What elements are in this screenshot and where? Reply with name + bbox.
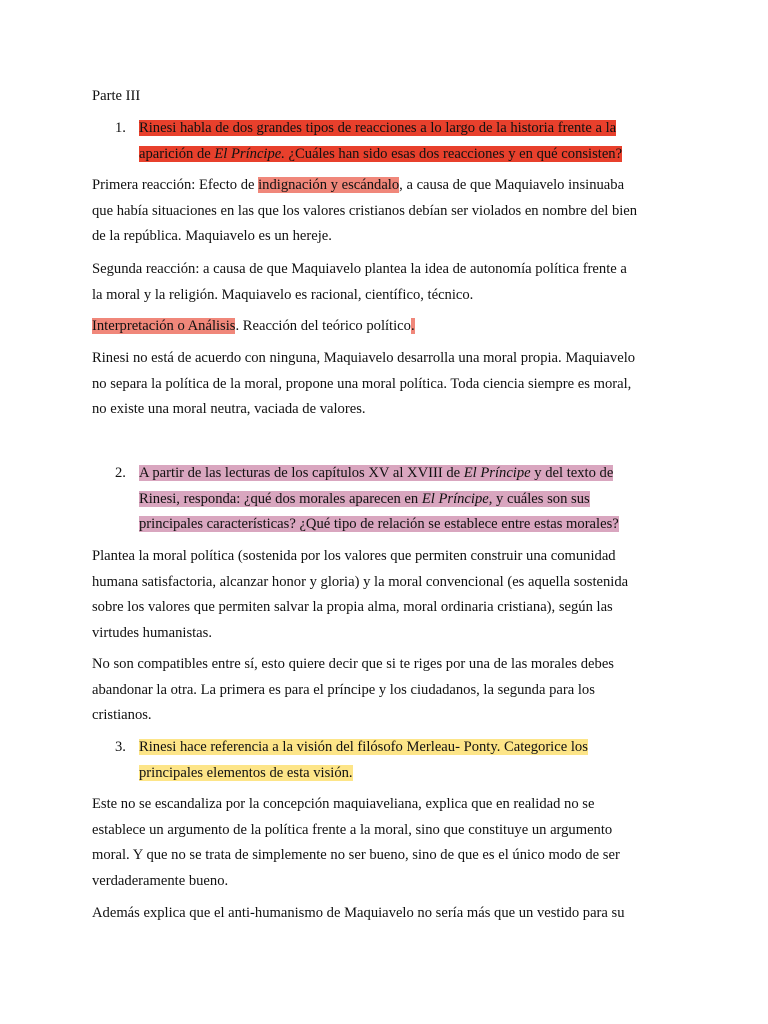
book-title: El Príncipe, bbox=[421, 490, 493, 507]
book-title: El Príncipe bbox=[463, 465, 531, 481]
answer-paragraph: Plantea la moral política (sostenida por los valores que permiten construir una comunidad humana satisfactoria, alcanzar honor y gloria) y la moral convencional (es aquella sostenida sobre los valores que permiten salvar la propia alma, moral ordinaria cristiana), según las virtudes humanistas. bbox=[92, 548, 629, 641]
answer-paragraph: Primera reacción: Efecto de indignación y escándalo, a causa de que Maquiavelo insinuaba que había situaciones en las que los valores cristianos debían ser violados en nombre del bien de la república. Maquiavelo es un hereje. bbox=[92, 177, 638, 244]
question-line: Rinesi habla de dos grandes tipos de reacciones a lo largo de la historia frente a la bbox=[139, 120, 617, 136]
book-title: El Príncipe. bbox=[214, 145, 285, 162]
question-line: principales características? ¿Qué tipo de relación se establece entre estas morales? bbox=[139, 516, 619, 532]
answer-paragraph: Además explica que el anti-humanismo de Maquiavelo no sería más que un vestido para su bbox=[92, 905, 625, 921]
highlighted-phrase: indignación y escándalo bbox=[258, 177, 400, 193]
question-line: aparición de El Príncipe. ¿Cuáles han sido esas dos reacciones y en qué consisten? bbox=[139, 145, 623, 162]
question-number: 1. bbox=[115, 120, 126, 136]
question-line: Rinesi hace referencia a la visión del filósofo Merleau- Ponty. Categorice los bbox=[139, 739, 588, 755]
question-number: 2. bbox=[115, 465, 126, 481]
answer-paragraph: Este no se escandaliza por la concepción maquiaveliana, explica que en realidad no se establece un argumento de la política frente a la moral, sino que constituye un argumento moral. Y que no se trata de simplemente no ser bueno, sino de que es el único modo de ser verdaderamente bueno. bbox=[92, 796, 620, 889]
question-number: 3. bbox=[115, 739, 126, 755]
part-title: Parte III bbox=[92, 88, 141, 104]
section-heading bbox=[92, 84, 677, 110]
answer-paragraph: Interpretación o Análisis. Reacción del teórico político. bbox=[92, 318, 415, 334]
question-line: Rinesi, responda: ¿qué dos morales aparecen en El Príncipe, y cuáles son sus bbox=[139, 490, 590, 507]
question-text bbox=[139, 461, 619, 538]
answer-paragraph: Rinesi no está de acuerdo con ninguna, Maquiavelo desarrolla una moral propia. Maquiavelo no separa la política de la moral, propone una moral política. Toda ciencia siempre es moral, no existe una moral neutra, vaciada de valores. bbox=[92, 350, 636, 417]
answer-paragraph: No son compatibles entre sí, esto quiere decir que si te riges por una de las morales debes abandonar la otra. La primera es para el príncipe y los ciudadanos, la segunda para los cristianos. bbox=[92, 656, 614, 723]
question-text bbox=[139, 116, 622, 167]
highlighted-phrase: Interpretación o Análisis bbox=[92, 318, 236, 334]
question-line: principales elementos de esta visión. bbox=[139, 764, 353, 781]
question-text bbox=[139, 735, 588, 786]
answer-paragraph: Segunda reacción: a causa de que Maquiavelo plantea la idea de autonomía política frente a la moral y la religión. Maquiavelo es racional, científico, técnico. bbox=[92, 261, 627, 303]
question-line: A partir de las lecturas de los capítulos XV al XVIII de El Príncipe y del texto de bbox=[139, 465, 614, 481]
